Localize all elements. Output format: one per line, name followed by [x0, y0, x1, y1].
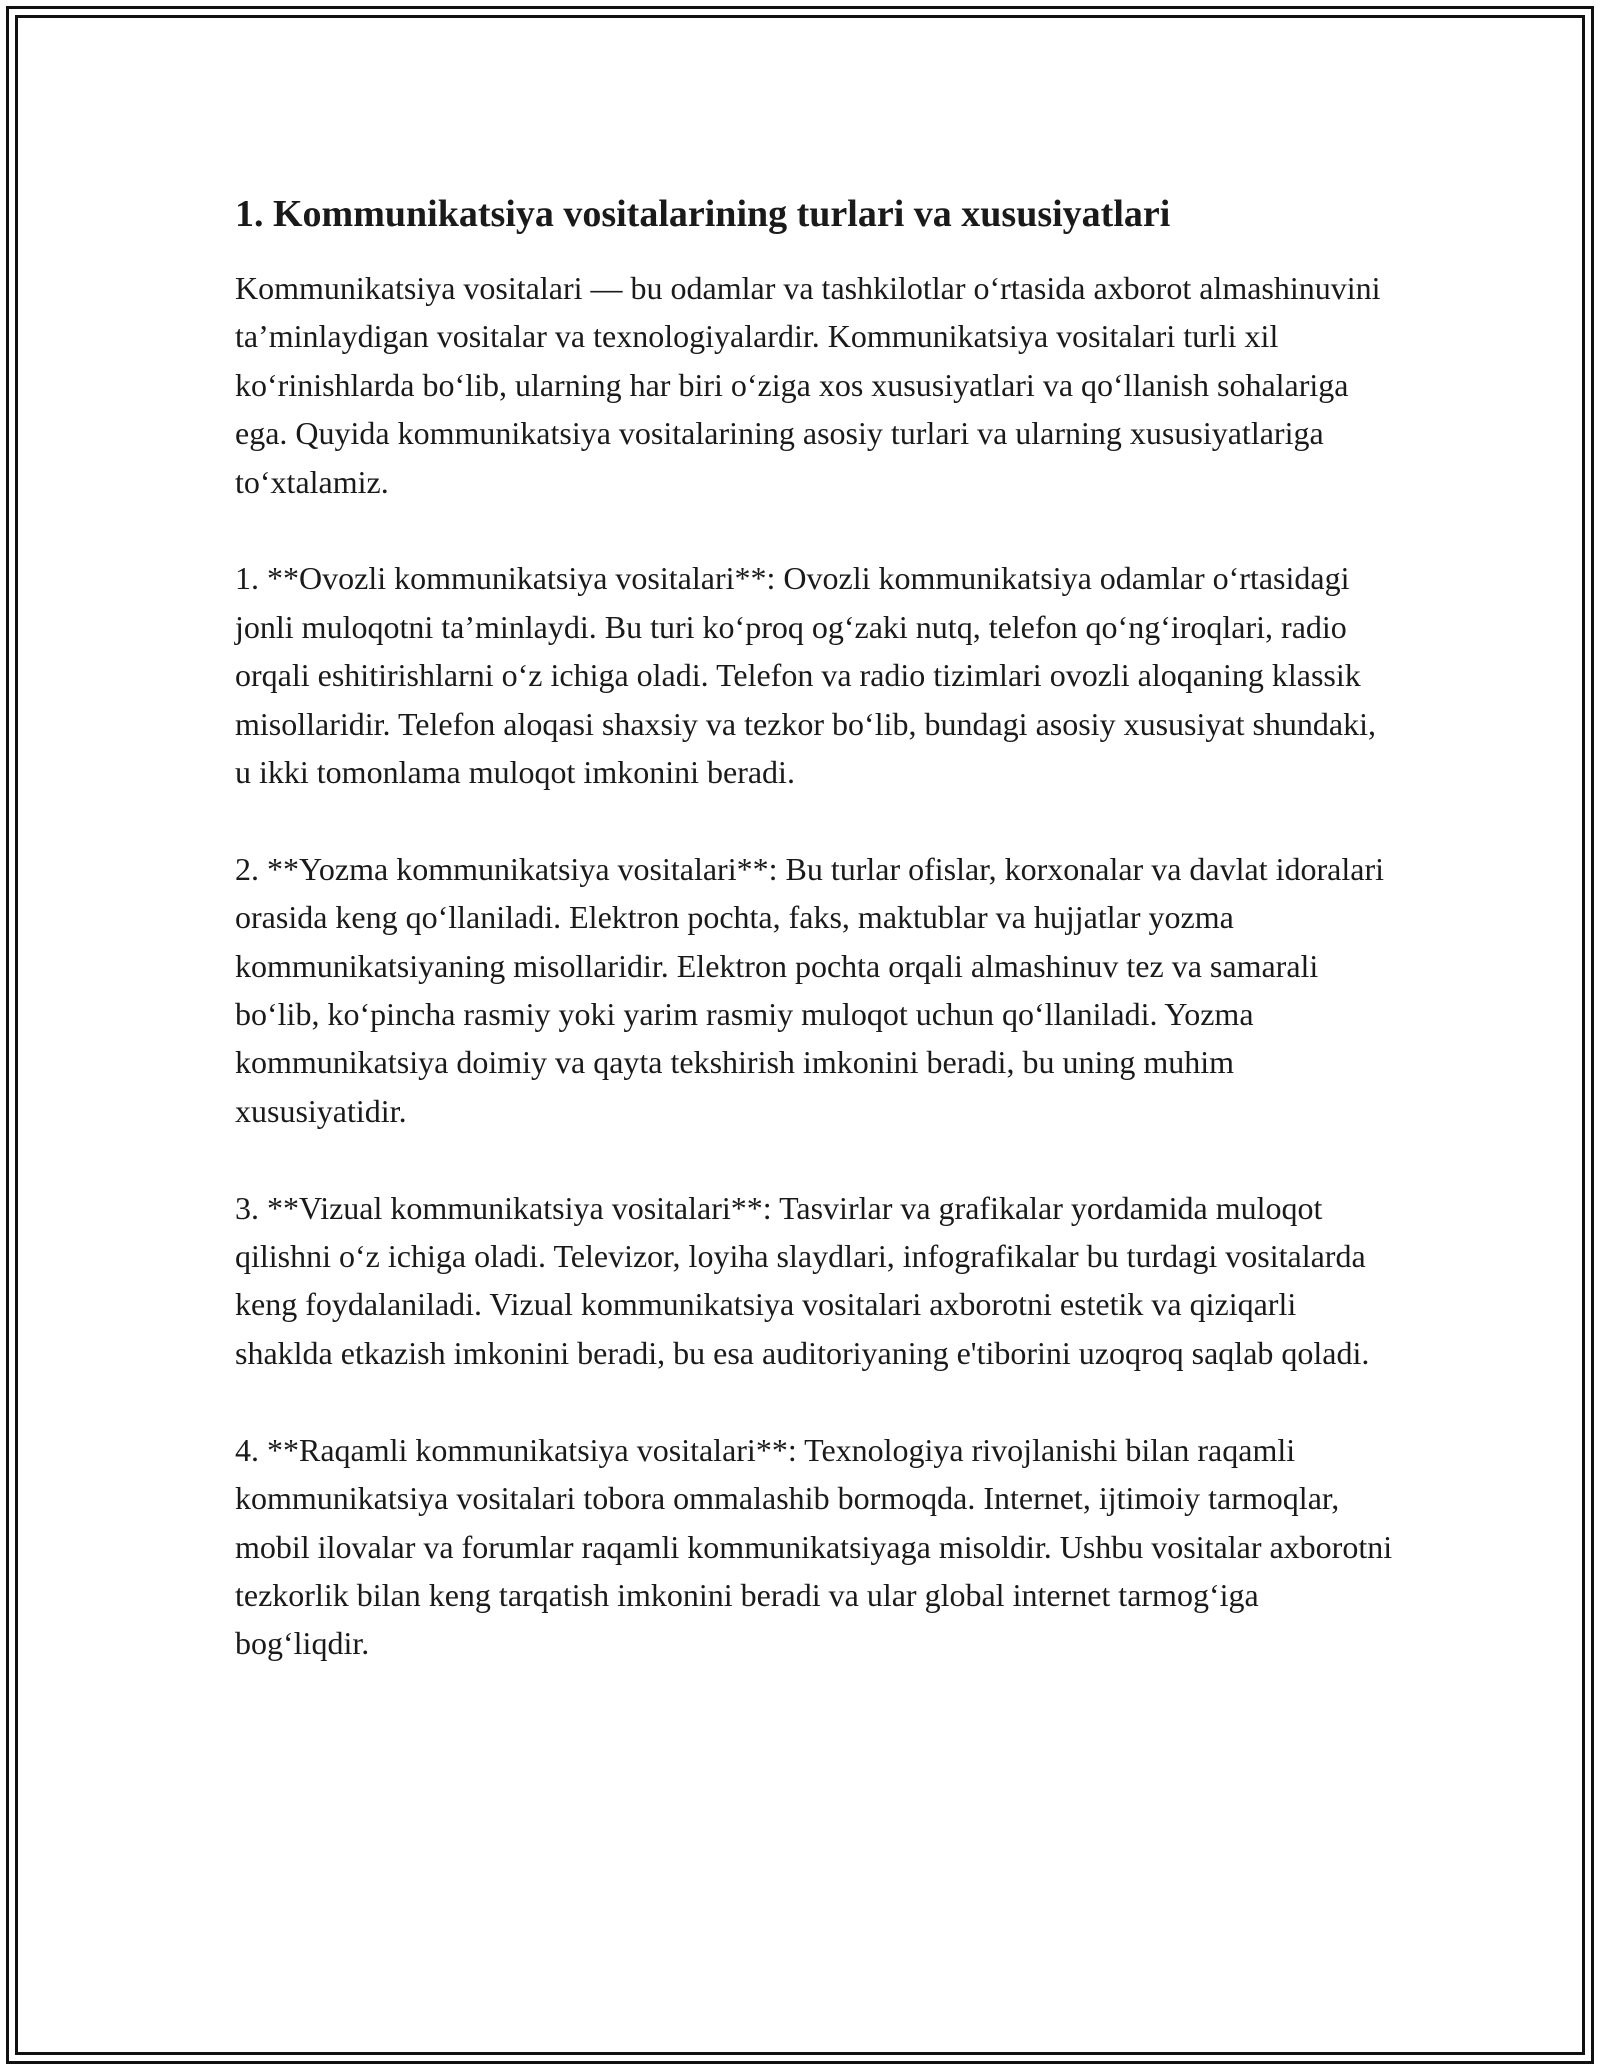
paragraph-intro: Kommunikatsiya vositalari — bu odamlar va tashkilotlar o‘rtasida axborot almashinuvini ta’minlaydigan vositalar va texnologiyalardir. Kommunikatsiya vositalari turli xil ko‘rinishlarda bo‘lib, ularning har biri o‘ziga xos xususiyatlari va qo‘llanish sohalariga ega. Quyida kommunikatsiya vositalarining asosiy turlari va ularning xususiyatlariga to‘xtalamiz. — [235, 270, 1381, 500]
paragraph-written-communication: 2. **Yozma kommunikatsiya vositalari**: Bu turlar ofislar, korxonalar va davlat idoralari orasida keng qo‘llaniladi. Elektron pochta, faks, maktublar va hujjatlar yozma kommunikatsiyaning misollaridir. Elektron pochta orqali almashinuv tez va samarali bo‘lib, ko‘pincha rasmiy yoki yarim rasmiy muloqot uchun qo‘llaniladi. Yozma kommunikatsiya doimiy va qayta tekshirish imkonini beradi, bu uning muhim xususiyatidir. — [235, 850, 1384, 1129]
document-body — [235, 190, 1395, 1716]
document-title: 1. Kommunikatsiya vositalarining turlari va xususiyatlari — [235, 193, 1171, 235]
paragraph-voice-communication: 1. **Ovozli kommunikatsiya vositalari**: Ovozli kommunikatsiya odamlar o‘rtasidagi jonli muloqotni ta’minlaydi. Bu turi ko‘proq og‘zaki nutq, telefon qo‘ng‘iroqlari, radio orqali eshitirishlarni o‘z ichiga oladi. Telefon va radio tizimlari ovozli aloqaning klassik misollaridir. Telefon aloqasi shaxsiy va tezkor bo‘lib, bundagi asosiy xususiyat shundaki, u ikki tomonlama muloqot imkonini beradi. — [235, 560, 1376, 791]
paragraph-visual-communication: 3. **Vizual kommunikatsiya vositalari**: Tasvirlar va grafikalar yordamida muloqot qilishni o‘z ichiga oladi. Televizor, loyiha slaydlari, infografikalar bu turdagi vositalarda keng foydalaniladi. Vizual kommunikatsiya vositalari axborotni estetik va qiziqarli shaklda etkazish imkonini beradi, bu esa auditoriyaning e'tiborini uzoqroq saqlab qoladi. — [235, 1189, 1370, 1371]
paragraph-digital-communication: 4. **Raqamli kommunikatsiya vositalari**: Texnologiya rivojlanishi bilan raqamli kommunikatsiya vositalari tobora ommalashib bormoqda. Internet, ijtimoiy tarmoqlar, mobil ilovalar va forumlar raqamli kommunikatsiyaga misoldir. Ushbu vositalar axborotni tezkorlik bilan keng tarqatish imkonini beradi va ular global internet tarmog‘iga bog‘liqdir. — [235, 1431, 1393, 1662]
